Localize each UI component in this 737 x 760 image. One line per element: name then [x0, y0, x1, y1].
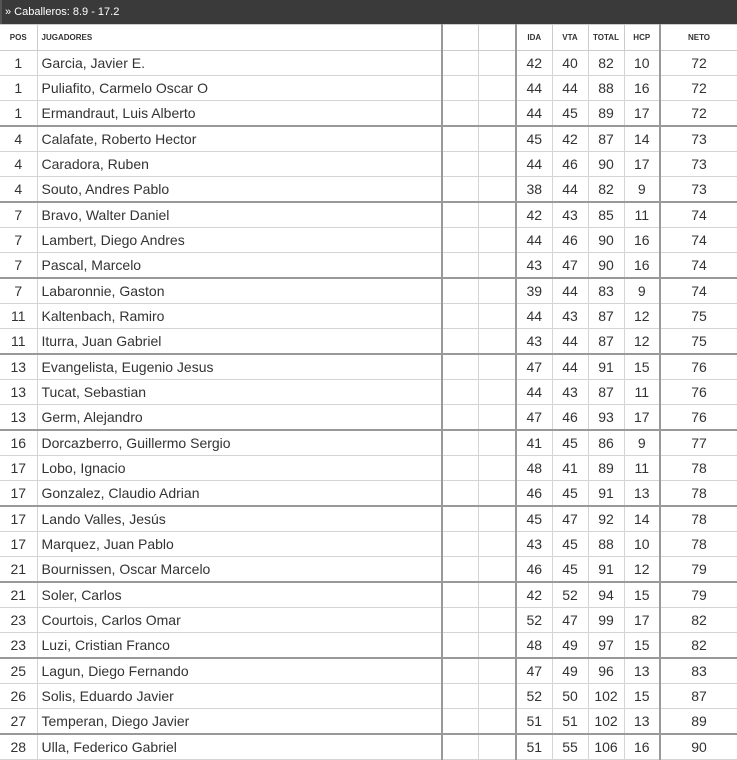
row-pos: 4: [0, 152, 37, 177]
table-row: [0, 304, 737, 329]
row-pos: 1: [0, 51, 37, 76]
row-spacer: [442, 633, 478, 659]
row-spacer: [478, 532, 516, 557]
category-title-bar: [0, 0, 737, 24]
row-player-name: Gonzalez, Claudio Adrian: [37, 481, 442, 507]
row-vta: 40: [552, 51, 588, 76]
row-pos: 26: [0, 684, 37, 709]
row-ida: 43: [516, 532, 552, 557]
row-spacer: [442, 126, 478, 152]
row-player-name: Temperan, Diego Javier: [37, 709, 442, 735]
row-spacer: [478, 253, 516, 279]
row-neto: 82: [660, 608, 737, 633]
row-hcp: 9: [624, 177, 660, 203]
row-total: 83: [588, 278, 624, 304]
row-neto: 79: [660, 582, 737, 608]
table-row: [0, 253, 737, 279]
row-vta: 44: [552, 76, 588, 101]
row-neto: 73: [660, 126, 737, 152]
row-spacer: [478, 228, 516, 253]
row-ida: 51: [516, 709, 552, 735]
row-spacer: [478, 101, 516, 127]
row-player-name: Dorcazberro, Guillermo Sergio: [37, 430, 442, 456]
row-pos: 17: [0, 506, 37, 532]
row-total: 87: [588, 126, 624, 152]
category-title: » Caballeros: 8.9 - 17.2: [5, 6, 120, 18]
row-ida: 45: [516, 126, 552, 152]
row-player-name: Lambert, Diego Andres: [37, 228, 442, 253]
row-player-name: Luzi, Cristian Franco: [37, 633, 442, 659]
row-player-name: Lando Valles, Jesús: [37, 506, 442, 532]
row-hcp: 12: [624, 329, 660, 355]
row-spacer: [478, 658, 516, 684]
row-vta: 44: [552, 329, 588, 355]
table-row: [0, 506, 737, 532]
row-ida: 44: [516, 101, 552, 127]
row-player-name: Iturra, Juan Gabriel: [37, 329, 442, 355]
row-vta: 52: [552, 582, 588, 608]
row-spacer: [478, 734, 516, 760]
row-player-name: Ermandraut, Luis Alberto: [37, 101, 442, 127]
row-player-name: Lobo, Ignacio: [37, 456, 442, 481]
row-spacer: [442, 152, 478, 177]
row-neto: 87: [660, 684, 737, 709]
row-pos: 4: [0, 177, 37, 203]
row-vta: 46: [552, 405, 588, 431]
col-header-neto: NETO: [660, 25, 737, 51]
row-vta: 50: [552, 684, 588, 709]
row-hcp: 13: [624, 481, 660, 507]
row-player-name: Puliafito, Carmelo Oscar O: [37, 76, 442, 101]
table-row: [0, 734, 737, 760]
row-ida: 42: [516, 582, 552, 608]
row-player-name: Soler, Carlos: [37, 582, 442, 608]
table-row: [0, 633, 737, 659]
col-header-pos: POS: [0, 25, 37, 51]
row-vta: 46: [552, 152, 588, 177]
table-row: [0, 684, 737, 709]
row-neto: 78: [660, 456, 737, 481]
row-pos: 28: [0, 734, 37, 760]
row-ida: 44: [516, 152, 552, 177]
row-total: 90: [588, 228, 624, 253]
row-ida: 39: [516, 278, 552, 304]
row-pos: 27: [0, 709, 37, 735]
row-hcp: 15: [624, 684, 660, 709]
row-total: 97: [588, 633, 624, 659]
row-spacer: [478, 430, 516, 456]
table-row: [0, 278, 737, 304]
row-neto: 83: [660, 658, 737, 684]
row-hcp: 16: [624, 76, 660, 101]
row-total: 93: [588, 405, 624, 431]
row-vta: 47: [552, 253, 588, 279]
row-hcp: 13: [624, 658, 660, 684]
row-pos: 13: [0, 380, 37, 405]
row-vta: 45: [552, 532, 588, 557]
row-neto: 78: [660, 481, 737, 507]
row-pos: 7: [0, 202, 37, 228]
row-pos: 4: [0, 126, 37, 152]
row-total: 106: [588, 734, 624, 760]
row-ida: 42: [516, 51, 552, 76]
row-neto: 74: [660, 278, 737, 304]
row-spacer: [478, 709, 516, 735]
row-spacer: [442, 557, 478, 583]
row-player-name: Souto, Andres Pablo: [37, 177, 442, 203]
row-neto: 74: [660, 228, 737, 253]
row-total: 102: [588, 709, 624, 735]
row-hcp: 17: [624, 608, 660, 633]
row-spacer: [442, 76, 478, 101]
row-spacer: [478, 76, 516, 101]
row-vta: 45: [552, 430, 588, 456]
row-total: 87: [588, 380, 624, 405]
row-player-name: Calafate, Roberto Hector: [37, 126, 442, 152]
row-neto: 77: [660, 430, 737, 456]
row-pos: 7: [0, 278, 37, 304]
row-spacer: [478, 633, 516, 659]
row-spacer: [442, 582, 478, 608]
row-pos: 25: [0, 658, 37, 684]
row-ida: 46: [516, 557, 552, 583]
row-player-name: Kaltenbach, Ramiro: [37, 304, 442, 329]
table-row: [0, 405, 737, 431]
row-ida: 44: [516, 304, 552, 329]
row-pos: 1: [0, 101, 37, 127]
row-ida: 44: [516, 228, 552, 253]
row-neto: 72: [660, 101, 737, 127]
row-neto: 72: [660, 51, 737, 76]
row-ida: 47: [516, 658, 552, 684]
row-vta: 43: [552, 304, 588, 329]
row-ida: 44: [516, 76, 552, 101]
row-ida: 47: [516, 405, 552, 431]
row-total: 91: [588, 481, 624, 507]
table-row: [0, 380, 737, 405]
row-hcp: 13: [624, 709, 660, 735]
row-ida: 38: [516, 177, 552, 203]
row-total: 90: [588, 253, 624, 279]
row-spacer: [442, 380, 478, 405]
row-player-name: Bournissen, Oscar Marcelo: [37, 557, 442, 583]
row-spacer: [442, 202, 478, 228]
row-pos: 13: [0, 405, 37, 431]
table-row: [0, 709, 737, 735]
col-header-ida: IDA: [516, 25, 552, 51]
row-ida: 41: [516, 430, 552, 456]
row-pos: 13: [0, 354, 37, 380]
row-spacer: [478, 684, 516, 709]
row-spacer: [442, 354, 478, 380]
row-spacer: [442, 456, 478, 481]
row-spacer: [442, 709, 478, 735]
row-ida: 48: [516, 456, 552, 481]
row-vta: 51: [552, 709, 588, 735]
row-spacer: [478, 152, 516, 177]
col-header-spacer: [442, 25, 478, 51]
row-neto: 78: [660, 506, 737, 532]
col-header-jugadores: JUGADORES: [37, 25, 442, 51]
table-row: [0, 152, 737, 177]
row-spacer: [442, 506, 478, 532]
row-vta: 47: [552, 506, 588, 532]
results-table: [0, 24, 737, 760]
row-hcp: 10: [624, 532, 660, 557]
row-ida: 52: [516, 684, 552, 709]
row-hcp: 15: [624, 354, 660, 380]
row-total: 89: [588, 456, 624, 481]
row-hcp: 11: [624, 380, 660, 405]
row-hcp: 16: [624, 228, 660, 253]
row-total: 82: [588, 51, 624, 76]
table-row: [0, 101, 737, 127]
row-pos: 21: [0, 582, 37, 608]
row-pos: 16: [0, 430, 37, 456]
row-total: 88: [588, 532, 624, 557]
row-spacer: [478, 202, 516, 228]
row-neto: 82: [660, 633, 737, 659]
row-total: 87: [588, 304, 624, 329]
row-pos: 21: [0, 557, 37, 583]
row-player-name: Ulla, Federico Gabriel: [37, 734, 442, 760]
row-total: 99: [588, 608, 624, 633]
table-row: [0, 557, 737, 583]
row-ida: 43: [516, 329, 552, 355]
row-vta: 55: [552, 734, 588, 760]
row-pos: 7: [0, 253, 37, 279]
table-row: [0, 456, 737, 481]
table-row: [0, 51, 737, 76]
row-hcp: 17: [624, 405, 660, 431]
row-vta: 41: [552, 456, 588, 481]
row-spacer: [478, 354, 516, 380]
row-ida: 44: [516, 380, 552, 405]
row-hcp: 9: [624, 278, 660, 304]
table-row: [0, 582, 737, 608]
row-ida: 45: [516, 506, 552, 532]
row-pos: 11: [0, 304, 37, 329]
table-row: [0, 354, 737, 380]
row-hcp: 17: [624, 152, 660, 177]
row-neto: 74: [660, 253, 737, 279]
row-spacer: [442, 481, 478, 507]
row-neto: 75: [660, 304, 737, 329]
row-total: 85: [588, 202, 624, 228]
row-spacer: [478, 405, 516, 431]
row-neto: 76: [660, 354, 737, 380]
row-vta: 42: [552, 126, 588, 152]
row-pos: 17: [0, 456, 37, 481]
row-spacer: [442, 405, 478, 431]
row-player-name: Courtois, Carlos Omar: [37, 608, 442, 633]
row-vta: 47: [552, 608, 588, 633]
row-total: 94: [588, 582, 624, 608]
row-player-name: Garcia, Javier E.: [37, 51, 442, 76]
row-player-name: Caradora, Ruben: [37, 152, 442, 177]
row-player-name: Evangelista, Eugenio Jesus: [37, 354, 442, 380]
row-vta: 44: [552, 278, 588, 304]
row-neto: 79: [660, 557, 737, 583]
row-pos: 23: [0, 608, 37, 633]
row-pos: 23: [0, 633, 37, 659]
row-hcp: 16: [624, 734, 660, 760]
row-spacer: [478, 456, 516, 481]
row-spacer: [478, 582, 516, 608]
row-total: 89: [588, 101, 624, 127]
row-player-name: Pascal, Marcelo: [37, 253, 442, 279]
row-hcp: 10: [624, 51, 660, 76]
row-total: 82: [588, 177, 624, 203]
row-spacer: [478, 481, 516, 507]
row-spacer: [442, 608, 478, 633]
row-ida: 48: [516, 633, 552, 659]
row-ida: 42: [516, 202, 552, 228]
row-ida: 43: [516, 253, 552, 279]
row-neto: 76: [660, 380, 737, 405]
table-row: [0, 430, 737, 456]
table-row: [0, 202, 737, 228]
row-neto: 78: [660, 532, 737, 557]
row-hcp: 15: [624, 633, 660, 659]
row-neto: 73: [660, 177, 737, 203]
row-hcp: 12: [624, 557, 660, 583]
row-total: 88: [588, 76, 624, 101]
row-vta: 46: [552, 228, 588, 253]
row-spacer: [442, 228, 478, 253]
row-pos: 7: [0, 228, 37, 253]
row-total: 87: [588, 329, 624, 355]
row-vta: 44: [552, 177, 588, 203]
row-total: 91: [588, 557, 624, 583]
row-spacer: [478, 608, 516, 633]
row-ida: 52: [516, 608, 552, 633]
row-vta: 49: [552, 658, 588, 684]
row-total: 102: [588, 684, 624, 709]
row-total: 90: [588, 152, 624, 177]
row-hcp: 9: [624, 430, 660, 456]
table-row: [0, 658, 737, 684]
row-neto: 89: [660, 709, 737, 735]
table-row: [0, 177, 737, 203]
row-ida: 51: [516, 734, 552, 760]
row-spacer: [478, 557, 516, 583]
row-hcp: 15: [624, 582, 660, 608]
table-row: [0, 329, 737, 355]
row-player-name: Lagun, Diego Fernando: [37, 658, 442, 684]
table-row: [0, 532, 737, 557]
row-neto: 74: [660, 202, 737, 228]
row-neto: 76: [660, 405, 737, 431]
row-total: 92: [588, 506, 624, 532]
table-row: [0, 228, 737, 253]
col-header-vta: VTA: [552, 25, 588, 51]
table-header-row: [0, 25, 737, 51]
row-hcp: 16: [624, 253, 660, 279]
row-spacer: [442, 253, 478, 279]
row-player-name: Solis, Eduardo Javier: [37, 684, 442, 709]
row-pos: 17: [0, 481, 37, 507]
row-vta: 43: [552, 380, 588, 405]
row-vta: 45: [552, 557, 588, 583]
row-spacer: [442, 734, 478, 760]
row-pos: 1: [0, 76, 37, 101]
row-vta: 45: [552, 101, 588, 127]
row-spacer: [442, 532, 478, 557]
row-hcp: 11: [624, 456, 660, 481]
row-neto: 75: [660, 329, 737, 355]
row-ida: 47: [516, 354, 552, 380]
row-player-name: Marquez, Juan Pablo: [37, 532, 442, 557]
row-total: 91: [588, 354, 624, 380]
row-player-name: Germ, Alejandro: [37, 405, 442, 431]
row-spacer: [442, 329, 478, 355]
row-spacer: [478, 126, 516, 152]
row-spacer: [478, 51, 516, 76]
row-player-name: Tucat, Sebastian: [37, 380, 442, 405]
col-header-total: TOTAL: [588, 25, 624, 51]
row-spacer: [442, 101, 478, 127]
row-spacer: [442, 684, 478, 709]
row-vta: 43: [552, 202, 588, 228]
row-spacer: [478, 329, 516, 355]
row-total: 86: [588, 430, 624, 456]
table-row: [0, 76, 737, 101]
row-spacer: [442, 177, 478, 203]
row-spacer: [442, 51, 478, 76]
col-header-hcp: HCP: [624, 25, 660, 51]
table-row: [0, 481, 737, 507]
row-hcp: 17: [624, 101, 660, 127]
row-player-name: Labaronnie, Gaston: [37, 278, 442, 304]
row-hcp: 11: [624, 202, 660, 228]
row-hcp: 14: [624, 126, 660, 152]
row-vta: 45: [552, 481, 588, 507]
row-spacer: [478, 304, 516, 329]
row-hcp: 12: [624, 304, 660, 329]
row-hcp: 14: [624, 506, 660, 532]
row-spacer: [478, 278, 516, 304]
row-spacer: [478, 380, 516, 405]
row-vta: 44: [552, 354, 588, 380]
row-pos: 11: [0, 329, 37, 355]
row-spacer: [478, 177, 516, 203]
row-vta: 49: [552, 633, 588, 659]
row-neto: 73: [660, 152, 737, 177]
col-header-spacer: [478, 25, 516, 51]
row-player-name: Bravo, Walter Daniel: [37, 202, 442, 228]
row-spacer: [478, 506, 516, 532]
row-neto: 90: [660, 734, 737, 760]
row-spacer: [442, 658, 478, 684]
row-spacer: [442, 278, 478, 304]
table-row: [0, 126, 737, 152]
row-spacer: [442, 430, 478, 456]
row-pos: 17: [0, 532, 37, 557]
row-ida: 46: [516, 481, 552, 507]
row-neto: 72: [660, 76, 737, 101]
row-total: 96: [588, 658, 624, 684]
table-row: [0, 608, 737, 633]
row-spacer: [442, 304, 478, 329]
